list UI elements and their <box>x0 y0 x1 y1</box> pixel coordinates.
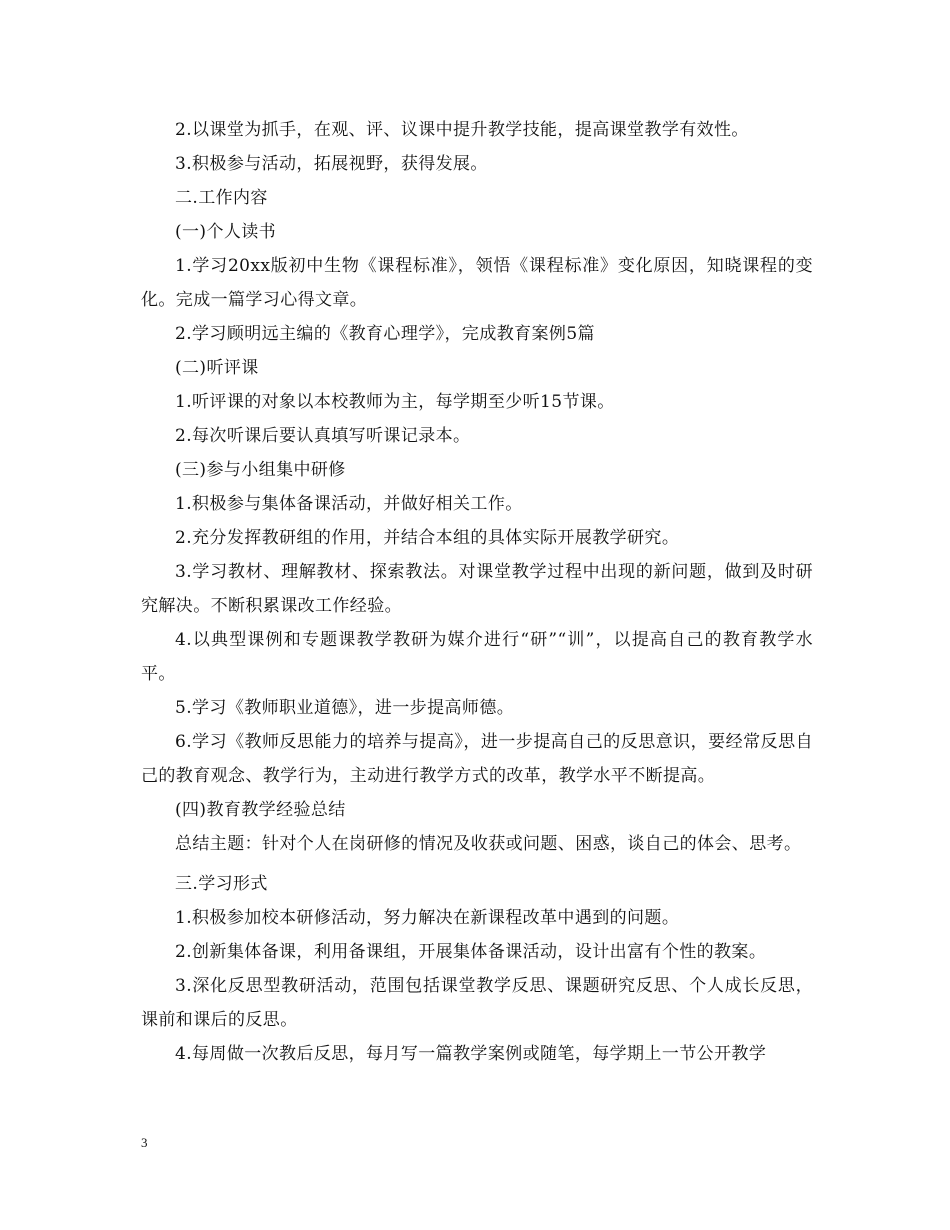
paragraph: 3.积极参与活动，拓展视野，获得发展。 <box>175 154 488 174</box>
paragraph: 2.每次听课后要认真填写听课记录本。 <box>175 426 471 446</box>
subsection-heading: (四)教育教学经验总结 <box>175 800 346 820</box>
paragraph: 2.充分发挥教研组的作用，并结合本组的具体实际开展教学研究。 <box>175 528 680 548</box>
section-heading: 二.工作内容 <box>175 188 268 208</box>
paragraph: 5.学习《教师职业道德》，进一步提高师德。 <box>175 698 515 718</box>
page-number: 3 <box>141 1135 148 1150</box>
paragraph: 1.积极参与集体备课活动，并做好相关工作。 <box>175 494 523 514</box>
subsection-heading: (一)个人读书 <box>175 222 277 242</box>
paragraph: 3.深化反思型教研活动，范围包括课堂教学反思、课题研究反思、个人成长反思，课前和课后的反思。 <box>141 976 813 1030</box>
document-body <box>141 113 813 1071</box>
paragraph: 2.创新集体备课，利用备课组，开展集体备课活动，设计出富有个性的教案。 <box>175 942 767 962</box>
paragraph: 3.学习教材、理解教材、探索教法。对课堂教学过程中出现的新问题，做到及时研究解决。不断积累课改工作经验。 <box>141 562 813 616</box>
paragraph: 6.学习《教师反思能力的培养与提高》，进一步提高自己的反思意识，要经常反思自己的教育观念、教学行为，主动进行教学方式的改革，教学水平不断提高。 <box>141 732 813 786</box>
paragraph: 1.积极参加校本研修活动，努力解决在新课程改革中遇到的问题。 <box>175 908 680 928</box>
section-heading: 三.学习形式 <box>175 874 268 894</box>
subsection-heading: (三)参与小组集中研修 <box>175 460 346 480</box>
paragraph: 总结主题：针对个人在岗研修的情况及收获或问题、困惑，谈自己的体会、思考。 <box>175 834 802 854</box>
paragraph: 1.学习20xx版初中生物《课程标准》，领悟《课程标准》变化原因，知晓课程的变化。完成一篇学习心得文章。 <box>141 256 813 310</box>
paragraph: 2.学习顾明远主编的《教育心理学》，完成教育案例5篇 <box>175 324 595 344</box>
paragraph: 1.听评课的对象以本校教师为主，每学期至少听15节课。 <box>175 392 615 412</box>
paragraph: 4.每周做一次教后反思，每月写一篇教学案例或随笔，每学期上一节公开教学 <box>175 1044 767 1064</box>
subsection-heading: (二)听评课 <box>175 358 259 378</box>
paragraph: 2.以课堂为抓手，在观、评、议课中提升教学技能，提高课堂教学有效性。 <box>175 120 749 140</box>
paragraph: 4.以典型课例和专题课教学教研为媒介进行“研”“训”，以提高自己的教育教学水平。 <box>141 630 813 684</box>
